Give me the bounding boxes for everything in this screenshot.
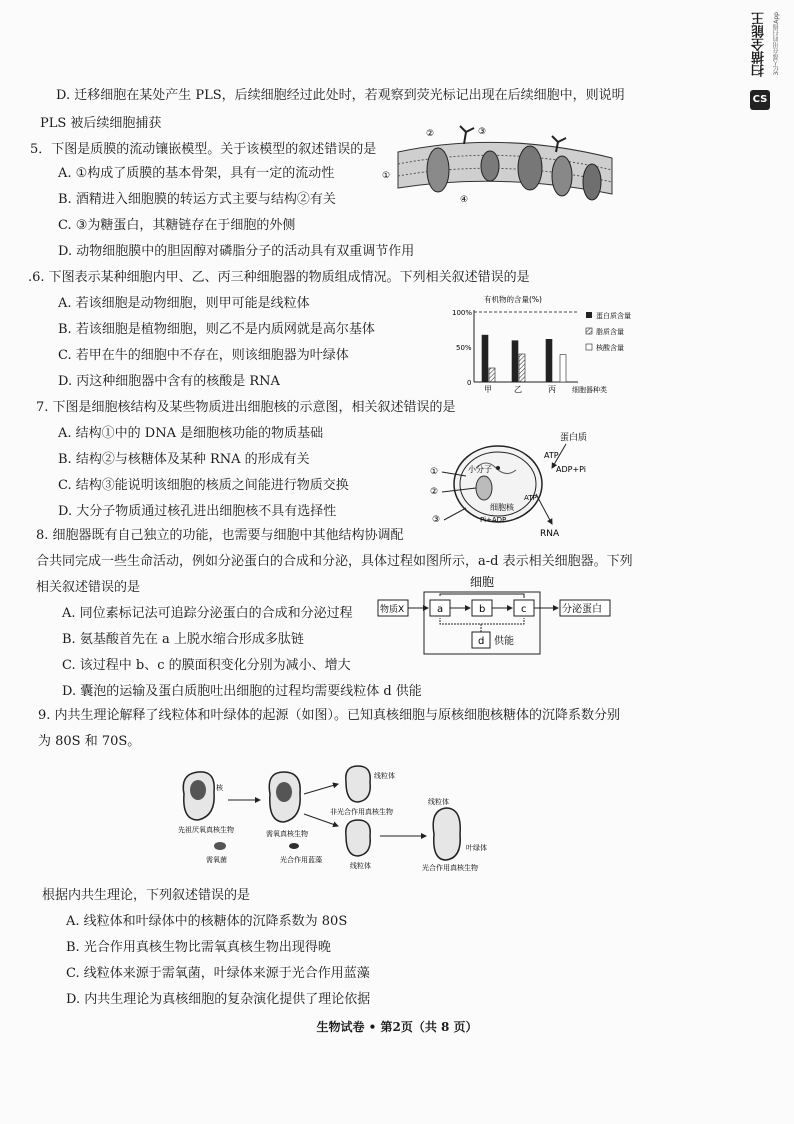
q5-option-d: D. 动物细胞膜中的胆固醇对磷脂分子的活动具有双重调节作用 bbox=[58, 244, 415, 259]
q5-option-a: A. ①构成了质膜的基本骨架，具有一定的流动性 bbox=[58, 166, 335, 181]
bar-protein-0 bbox=[482, 335, 488, 382]
cat-label-1: 乙 bbox=[514, 385, 522, 394]
q9-option-a: A. 线粒体和叶绿体中的核糖体的沉降系数为 80S bbox=[66, 914, 348, 929]
legend-swatch-lipid bbox=[586, 328, 592, 334]
q7-option-b: B. 结构②与核糖体及某种 RNA 的形成有关 bbox=[58, 452, 310, 467]
q6-option-c: C. 若甲在牛的细胞中不存在，则该细胞器为叶绿体 bbox=[58, 348, 349, 363]
cat-label-2: 丙 bbox=[548, 385, 556, 394]
q8-option-b: B. 氨基酸首先在 a 上脱水缩合形成多肽链 bbox=[62, 632, 304, 647]
cat-label-0: 甲 bbox=[484, 385, 492, 394]
q9-endosymbiosis-figure bbox=[176, 764, 516, 874]
q5-label-2: ② bbox=[426, 129, 435, 139]
q7-option-d: D. 大分子物质通过核孔进出细胞核不具有选择性 bbox=[58, 504, 337, 519]
q9-chloro: 叶绿体 bbox=[466, 844, 487, 852]
q9-mito: 线粒体 bbox=[374, 772, 395, 780]
legend-lipid: 脂质含量 bbox=[596, 328, 624, 336]
q8-stem-cont2: 相关叙述错误的是 bbox=[36, 580, 141, 595]
chart-title: 有机物的含量(%) bbox=[484, 295, 542, 304]
q7-rna: RNA bbox=[540, 529, 560, 539]
q8-x-label: 物质X bbox=[380, 605, 405, 615]
q7-option-a: A. 结构①中的 DNA 是细胞核功能的物质基础 bbox=[58, 426, 324, 441]
q9-mito2: 线粒体 bbox=[350, 862, 371, 870]
q6-stem: .6. 下图表示某种细胞内甲、乙、丙三种细胞器的物质组成情况。下列相关叙述错误的是 bbox=[28, 270, 530, 285]
q4-option-d-cont: PLS 被后续细胞捕获 bbox=[40, 116, 162, 131]
bar-lipid-0 bbox=[489, 368, 495, 382]
q6-option-d: D. 丙这种细胞器中含有的核酸是 RNA bbox=[58, 374, 280, 389]
scanner-app-name: 扫描全能王 bbox=[752, 12, 767, 77]
tick-100: 100% bbox=[452, 309, 473, 317]
legend-nucleic: 核酸含量 bbox=[596, 344, 624, 352]
q7-adp: ADP+Pi bbox=[556, 465, 587, 474]
q5-membrane-figure bbox=[380, 124, 620, 220]
q8-option-c: C. 该过程中 b、c 的膜面积变化分别为减小、增大 bbox=[62, 658, 351, 673]
bar-protein-1 bbox=[512, 341, 518, 382]
q5-label-1: ① bbox=[382, 171, 391, 181]
q7-nucleus-label: 细胞核 bbox=[490, 503, 514, 512]
q7-protein: 蛋白质 bbox=[560, 433, 588, 443]
q9-option-d: D. 内共生理论为真核细胞的复杂演化提供了理论依据 bbox=[66, 992, 371, 1007]
q9-prompt: 根据内共生理论，下列叙述错误的是 bbox=[42, 888, 251, 903]
legend-protein: 蛋白质含量 bbox=[596, 312, 631, 320]
q9-nonphoto: 非光合作用真核生物 bbox=[330, 808, 393, 816]
bar-lipid-1 bbox=[519, 354, 525, 382]
q7-pi-adp: Pi+ADP bbox=[480, 516, 507, 524]
q9-aerobe: 需氧菌 bbox=[206, 856, 227, 864]
bar-protein-2 bbox=[546, 339, 552, 382]
q8-option-d: D. 囊泡的运输及蛋白质胞吐出细胞的过程均需要线粒体 d 供能 bbox=[62, 684, 422, 699]
q7-nucleus-figure bbox=[426, 428, 626, 540]
q9-host: 先祖厌氧真核生物 bbox=[178, 826, 234, 834]
q8-stem-cont: 合共同完成一些生命活动，例如分泌蛋白的合成和分泌，具体过程如图所示，a-d 表示相关细胞器。下列 bbox=[36, 554, 633, 569]
tick-50: 50% bbox=[456, 344, 472, 352]
q6-option-a: A. 若该细胞是动物细胞，则甲可能是线粒体 bbox=[58, 296, 310, 311]
scanner-tagline: 3亿人都在用的扫描App bbox=[773, 12, 780, 76]
q5-option-c: C. ③为糖蛋白，其糖链存在于细胞的外侧 bbox=[58, 218, 296, 233]
q9-stem: 9. 内共生理论解释了线粒体和叶绿体的起源（如图）。已知真核细胞与原核细胞核糖体的沉降系数分别 bbox=[38, 708, 621, 723]
q5-label-4: ④ bbox=[460, 195, 469, 205]
bar-nucleic-2 bbox=[560, 355, 566, 382]
q9-stem-cont: 为 80S 和 70S。 bbox=[38, 734, 141, 749]
q5-option-b: B. 酒精进入细胞膜的转运方式主要与结构②有关 bbox=[58, 192, 336, 207]
q7-option-c: C. 结构③能说明该细胞的核质之间能进行物质交换 bbox=[58, 478, 349, 493]
q7-label-2: ② bbox=[430, 487, 439, 497]
legend-swatch-protein bbox=[586, 312, 592, 318]
q9-cyano: 光合作用蓝藻 bbox=[280, 856, 322, 864]
q8-a-label: a bbox=[437, 604, 444, 615]
q4-option-d: D. 迁移细胞在某处产生 PLS，后续细胞经过此处时，若观察到荧光标记出现在后续细胞中，则说明 bbox=[56, 88, 625, 103]
q8-b-label: b bbox=[479, 604, 486, 615]
q9-photo-euk: 光合作用真核生物 bbox=[422, 864, 478, 872]
q6-bar-chart bbox=[448, 292, 648, 396]
cs-logo-icon: CS bbox=[750, 90, 770, 110]
q7-small-molecule: 小分子 bbox=[468, 465, 492, 474]
q8-cell-label: 细胞 bbox=[470, 575, 495, 589]
q6-option-b: B. 若该细胞是植物细胞，则乙不是内质网就是高尔基体 bbox=[58, 322, 375, 337]
q7-atp2: ATP bbox=[524, 494, 537, 502]
q7-label-3: ③ bbox=[432, 515, 441, 525]
q8-out-label: 分泌蛋白 bbox=[562, 604, 602, 615]
q5-stem: 5．下图是质膜的流动镶嵌模型。关于该模型的叙述错误的是 bbox=[30, 142, 377, 157]
q8-stem: 8. 细胞器既有自己独立的功能，也需要与细胞中其他结构协调配 bbox=[36, 528, 404, 543]
legend-swatch-nucleic bbox=[586, 344, 592, 350]
q8-c-label: c bbox=[521, 604, 527, 615]
q7-atp: ATP bbox=[544, 451, 559, 460]
q9-mito3: 线粒体 bbox=[428, 798, 449, 806]
q9-nucleus: 核 bbox=[216, 784, 223, 792]
q9-aero-euk: 需氧真核生物 bbox=[266, 830, 308, 838]
q9-option-b: B. 光合作用真核生物比需氧真核生物出现得晚 bbox=[66, 940, 331, 955]
q8-option-a: A. 同位素标记法可追踪分泌蛋白的合成和分泌过程 bbox=[62, 606, 353, 621]
q8-d-label: d bbox=[478, 636, 485, 647]
q5-label-3: ③ bbox=[478, 127, 487, 137]
x-axis-label: 细胞器种类 bbox=[572, 386, 607, 394]
q7-stem: 7. 下图是细胞核结构及某些物质进出细胞核的示意图，相关叙述错误的是 bbox=[36, 400, 456, 415]
q7-label-1: ① bbox=[430, 467, 439, 477]
q8-flow-figure bbox=[376, 574, 612, 658]
tick-0: 0 bbox=[467, 379, 472, 387]
scanner-watermark bbox=[748, 12, 778, 122]
page-footer: 生物试卷 • 第2页（共 8 页） bbox=[316, 1020, 478, 1034]
q9-option-c: C. 线粒体来源于需氧菌，叶绿体来源于光合作用蓝藻 bbox=[66, 966, 370, 981]
q8-energy-label: 供能 bbox=[494, 636, 514, 647]
